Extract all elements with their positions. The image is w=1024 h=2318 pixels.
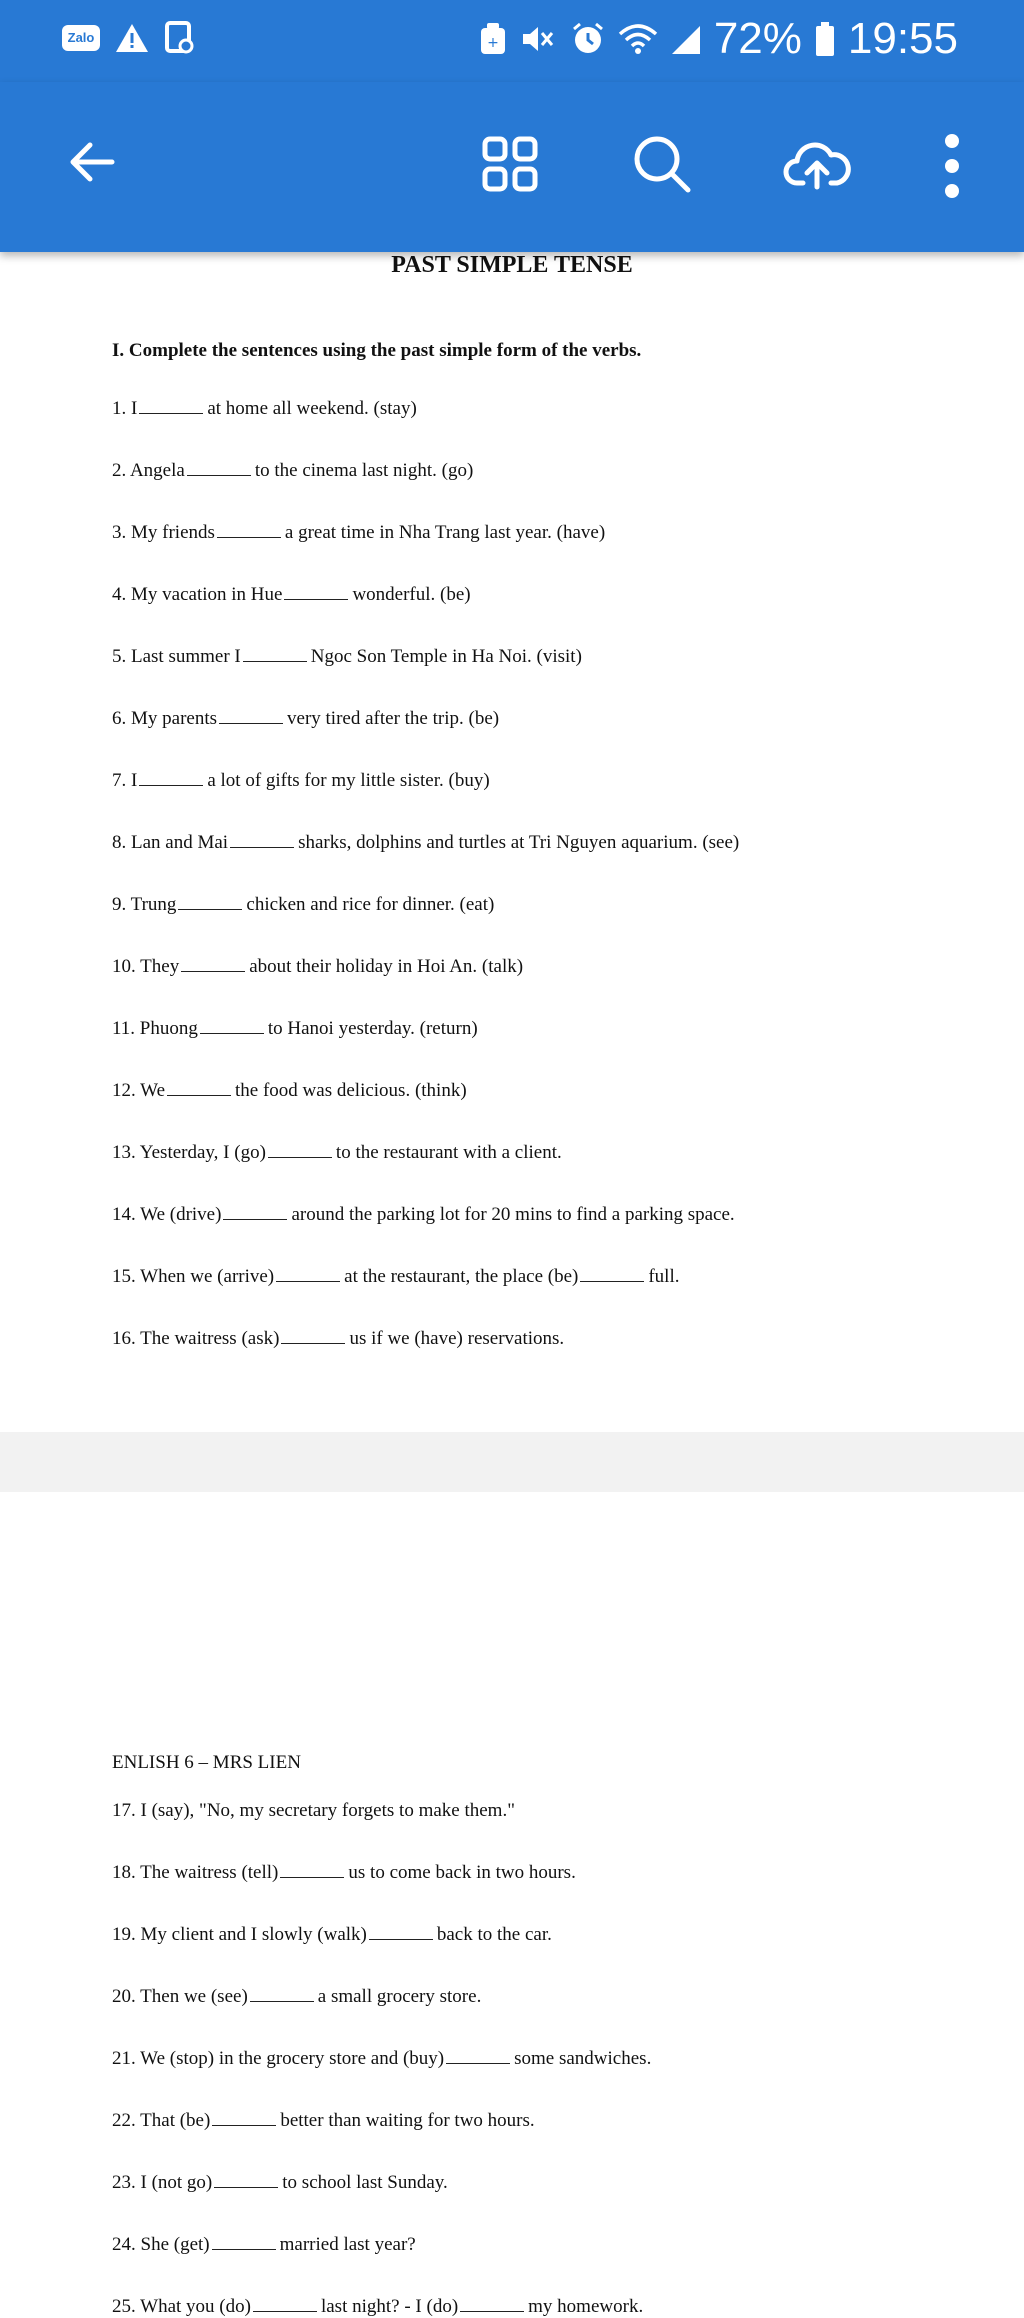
exercise-item (112, 2234, 416, 2256)
back-button[interactable] (62, 132, 122, 192)
back-arrow-icon (66, 136, 118, 188)
status-right (478, 14, 958, 64)
section-heading: I. Complete the sentences using the past simple form of the verbs. (112, 340, 642, 361)
exercise-item (112, 1204, 735, 1226)
exercise-prompt: 8. Lan and Mai (112, 832, 229, 853)
exercise-prompt: 6. My parents (112, 708, 218, 729)
exercise-prompt: 24. She (get) (112, 2234, 210, 2255)
exercise-item (112, 2048, 651, 2070)
exercise-item (112, 2110, 535, 2132)
grid-view-icon (480, 134, 540, 194)
exercise-text: last night? - I (do) (320, 2296, 459, 2317)
answer-blank (139, 399, 203, 414)
svg-text:+: + (486, 35, 499, 51)
exercise-text: sharks, dolphins and turtles at Tri Nguyen aquarium. (see) (298, 832, 740, 853)
exercise-prompt: 15. When we (arrive) (112, 1266, 275, 1287)
exercise-prompt: 14. We (drive) (112, 1204, 222, 1225)
exercise-text: the food was delicious. (think) (235, 1080, 467, 1101)
warning-icon (114, 22, 150, 54)
answer-blank (580, 1267, 644, 1282)
exercise-prompt: 13. Yesterday, I (go) (112, 1142, 266, 1163)
cloud-upload-button[interactable] (782, 132, 852, 196)
exercise-item (112, 956, 523, 978)
exercise-prompt: 2. Angela (112, 460, 185, 481)
exercise-text: around the parking lot for 20 mins to find a parking space. (291, 1204, 735, 1225)
exercise-item (112, 894, 494, 916)
exercise-item (112, 1018, 478, 1040)
screenshot-icon (164, 20, 196, 56)
exercise-text: at home all weekend. (stay) (207, 398, 417, 419)
answer-blank (181, 957, 245, 972)
page-grid-button[interactable] (478, 132, 542, 196)
more-options-icon (942, 133, 962, 199)
exercise-text: a lot of gifts for my little sister. (buy) (207, 770, 490, 791)
answer-blank (280, 1863, 344, 1878)
page-title: PAST SIMPLE TENSE (391, 252, 633, 278)
exercise-text: very tired after the trip. (be) (287, 708, 500, 729)
exercise-text: us to come back in two hours. (348, 1862, 576, 1883)
data-saver-icon (478, 22, 508, 56)
battery-icon (814, 21, 836, 57)
exercise-item (112, 708, 499, 730)
answer-blank (284, 585, 348, 600)
exercise-item (112, 522, 605, 544)
exercise-item (112, 1862, 576, 1884)
exercise-item (112, 1924, 552, 1946)
exercise-item (112, 770, 490, 792)
cloud-upload-icon (783, 135, 851, 193)
exercise-prompt: 18. The waitress (tell) (112, 1862, 279, 1883)
exercise-text: back to the car. (436, 1924, 552, 1945)
answer-blank (200, 1019, 264, 1034)
page-2 (0, 1492, 1024, 2317)
exercise-prompt: 11. Phuong (112, 1018, 198, 1039)
exercise-item (112, 1080, 467, 1102)
exercise-item (112, 2172, 448, 2194)
exercise-item (112, 584, 471, 606)
exercise-item (112, 1266, 680, 1288)
exercise-item (112, 1986, 481, 2008)
answer-blank (268, 1143, 332, 1158)
exercise-item (112, 1142, 562, 1164)
exercise-prompt: 25. What you (do) (112, 2296, 251, 2317)
signal-icon (670, 22, 702, 56)
exercise-prompt: 20. Then we (see) (112, 1986, 248, 2007)
page2-header: ENLISH 6 – MRS LIEN (112, 1752, 301, 1773)
exercise-prompt: 22. That (be) (112, 2110, 211, 2131)
exercise-text: at the restaurant, the place (be) (344, 1266, 579, 1287)
exercise-item (112, 460, 473, 482)
exercise-text: some sandwiches. (514, 2048, 652, 2069)
alarm-icon (570, 21, 606, 57)
search-button[interactable] (630, 132, 694, 196)
status-bar (0, 0, 1024, 82)
exercise-text: Ngoc Son Temple in Ha Noi. (visit) (310, 646, 582, 667)
exercise-text: a small grocery store. (317, 1986, 482, 2007)
exercise-text: about their holiday in Hoi An. (talk) (249, 956, 524, 977)
exercise-item (112, 832, 739, 854)
exercise-prompt: 5. Last summer I (112, 646, 241, 667)
answer-blank (230, 833, 294, 848)
answer-blank (460, 2297, 524, 2312)
more-options-button[interactable] (930, 128, 974, 204)
exercise-text: to the restaurant with a client. (335, 1142, 562, 1163)
exercise-prompt: 21. We (stop) in the grocery store and (buy) (112, 2048, 445, 2069)
page-1 (0, 252, 1024, 1432)
answer-blank (178, 895, 242, 910)
exercise-prompt: 23. I (not go) (112, 2172, 213, 2193)
exercise-prompt: 10. They (112, 956, 180, 977)
answer-blank (369, 1925, 433, 1940)
exercise-text: to Hanoi yesterday. (return) (267, 1018, 478, 1039)
exercise-item (112, 2296, 643, 2318)
answer-blank (187, 461, 251, 476)
answer-blank (250, 1987, 314, 2002)
wifi-icon (618, 22, 658, 56)
answer-blank (219, 709, 283, 724)
exercise-prompt: 12. We (112, 1080, 166, 1101)
answer-blank (139, 771, 203, 786)
answer-blank (446, 2049, 510, 2064)
battery-percent: 72% (713, 14, 802, 63)
exercise-text: a great time in Nha Trang last year. (have) (284, 522, 606, 543)
exercise-17: 17. I (say), "No, my secretary forgets to make them." (112, 1800, 515, 1821)
answer-blank (253, 2297, 317, 2312)
exercise-prompt: 3. My friends (112, 522, 215, 543)
mute-icon (520, 22, 558, 56)
answer-blank (217, 523, 281, 538)
status-left-icons (62, 20, 196, 56)
search-icon (631, 133, 693, 195)
exercise-text: full. (648, 1266, 680, 1287)
exercise-text: us if we (have) reservations. (349, 1328, 565, 1349)
answer-blank (212, 2111, 276, 2126)
exercise-text: to school last Sunday. (282, 2172, 448, 2193)
answer-blank (281, 1329, 345, 1344)
answer-blank (243, 647, 307, 662)
exercise-prompt: 4. My vacation in Hue (112, 584, 283, 605)
app-toolbar (0, 82, 1024, 252)
exercise-text: better than waiting for two hours. (280, 2110, 535, 2131)
page-separator (0, 1432, 1024, 1492)
exercise-text: my homework. (528, 2296, 644, 2317)
answer-blank (223, 1205, 287, 1220)
exercise-prompt: 16. The waitress (ask) (112, 1328, 280, 1349)
exercise-prompt: 7. I (112, 770, 138, 791)
exercise-prompt: 19. My client and I slowly (walk) (112, 1924, 367, 1945)
exercise-text: to the cinema last night. (go) (254, 460, 474, 481)
answer-blank (276, 1267, 340, 1282)
exercise-prompt: 1. I (112, 398, 138, 419)
answer-blank (214, 2173, 278, 2188)
answer-blank (167, 1081, 231, 1096)
exercise-item (112, 1328, 564, 1350)
exercise-text: wonderful. (be) (352, 584, 471, 605)
exercise-text: married last year? (279, 2234, 416, 2255)
zalo-icon: Zalo (62, 25, 100, 51)
exercise-item (112, 646, 582, 668)
answer-blank (212, 2235, 276, 2250)
exercise-prompt: 9. Trung (112, 894, 177, 915)
exercise-text: chicken and rice for dinner. (eat) (246, 894, 495, 915)
exercise-item (112, 398, 417, 420)
clock-time: 19:55 (847, 14, 958, 63)
